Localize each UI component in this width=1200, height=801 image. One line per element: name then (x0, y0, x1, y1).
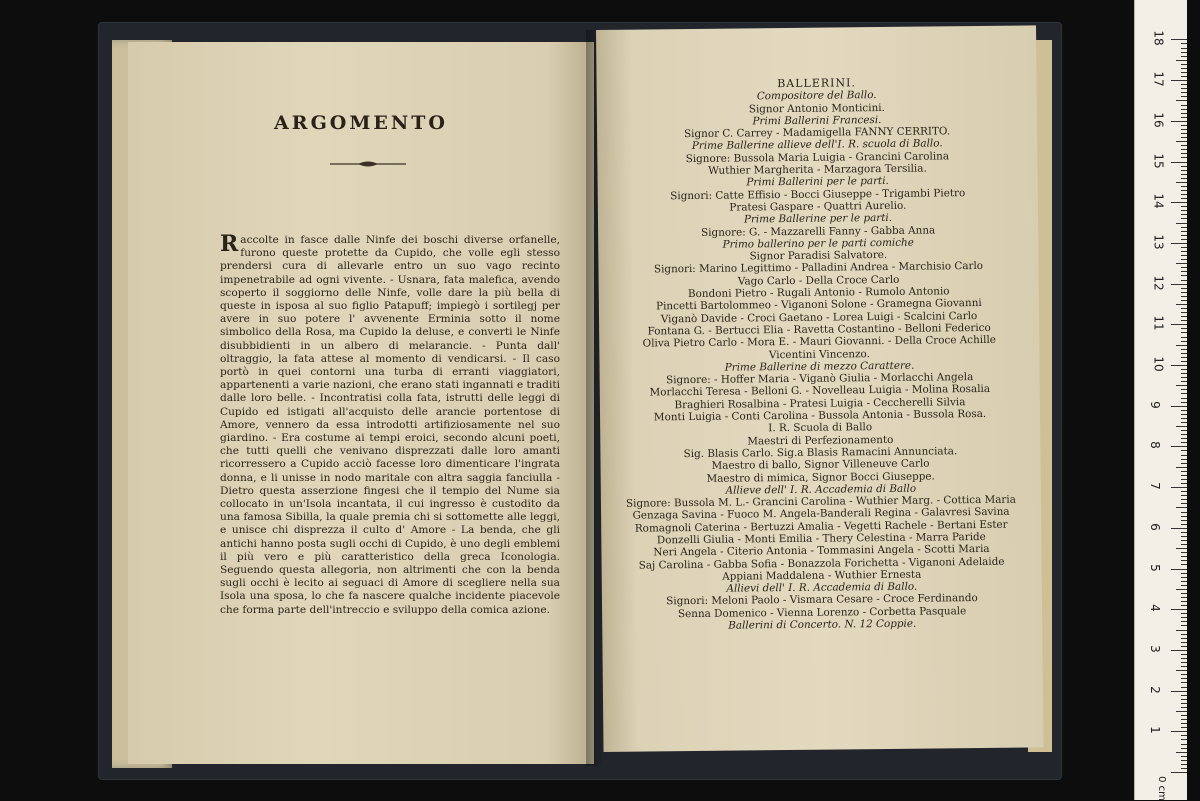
ruler-number: 13 (1151, 234, 1166, 250)
ruler-tick (1181, 125, 1187, 126)
ruler-tick (1181, 251, 1187, 252)
cast-line: Pincetti Bartolommeo - Viganoni Solone - Gramegna Giovanni (656, 297, 982, 313)
ruler-tick (1176, 630, 1187, 631)
cast-line: Morlacchi Teresa - Belloni G. - Novelleau Luigia - Molina Rosalia (649, 383, 991, 399)
ruler-tick (1176, 467, 1187, 468)
ruler-tick (1171, 569, 1187, 570)
ruler-tick (1181, 768, 1187, 769)
ruler-tick (1181, 674, 1187, 675)
ruler-tick (1181, 434, 1187, 435)
ruler-tick (1171, 446, 1187, 447)
cast-line: Sig. Blasis Carlo. Sig.a Blasis Ramacini Annunciata. (683, 445, 958, 461)
ruler-tick (1181, 353, 1187, 354)
ruler-tick (1181, 255, 1187, 256)
ruler-tick (1181, 715, 1187, 716)
ruler-tick (1181, 597, 1187, 598)
ruler-tick (1171, 324, 1187, 325)
ruler-tick (1181, 393, 1187, 394)
ruler-tick (1176, 182, 1187, 183)
cast-line: Braghieri Rosalbina - Pratesi Luigia - Ceccherelli Silvia (674, 395, 966, 411)
ruler-tick (1181, 617, 1187, 618)
ruler-tick (1181, 72, 1187, 73)
ruler-tick (1176, 263, 1187, 264)
ruler-tick (1176, 589, 1187, 590)
ruler-tick (1181, 646, 1187, 647)
ruler-tick (1181, 349, 1187, 350)
ruler-tick (1181, 280, 1187, 281)
ruler-tick (1181, 214, 1187, 215)
cast-line: Viganò Davide - Croci Gaetano - Lorea Luigi - Scalcini Carlo (660, 309, 978, 325)
ruler-tick (1181, 373, 1187, 374)
cast-line: Allievi dell' I. R. Accademia di Ballo. (726, 580, 918, 595)
ruler-tick (1181, 744, 1187, 745)
ruler-tick (1181, 540, 1187, 541)
cast-list (607, 75, 1033, 633)
cast-line: Signore: - Hoffer Maria - Viganò Giulia - Morlacchi Angela (666, 371, 974, 387)
argomento-text (220, 231, 560, 617)
ruler-tick (1171, 162, 1187, 163)
ruler-tick (1181, 621, 1187, 622)
cast-line: Signor Antonio Monticini. (748, 101, 885, 115)
ruler-tick (1181, 194, 1187, 195)
left-page (128, 42, 594, 764)
cast-line: Senna Domenico - Vienna Lorenzo - Corbetta Pasquale (677, 604, 967, 620)
cast-line: Signore: Bussola M. L.- Grancini Carolina - Wuthier Marg. - Cottica Maria (625, 493, 1016, 510)
ruler-tick (1181, 491, 1187, 492)
ruler-tick (1181, 210, 1187, 211)
ruler-tick (1181, 235, 1187, 236)
ruler-tick (1171, 39, 1187, 40)
ruler-tick (1176, 141, 1187, 142)
cast-line: Signor C. Carrey - Madamigella FANNY CERRITO. (683, 125, 951, 141)
ruler-tick (1181, 605, 1187, 606)
ruler-tick (1181, 503, 1187, 504)
ruler-tick (1181, 361, 1187, 362)
ruler-tick (1181, 389, 1187, 390)
ruler-tick (1181, 137, 1187, 138)
ruler-tick (1181, 259, 1187, 260)
ruler-tick (1181, 756, 1187, 757)
ruler-number: 1 (1147, 726, 1162, 735)
cast-line: Ballerini di Concerto. N. 12 Coppie. (728, 617, 917, 632)
ruler-number: 12 (1151, 274, 1166, 291)
ruler-tick (1171, 121, 1187, 122)
ruler-tick (1181, 532, 1187, 533)
cast-line: Romagnoli Caterina - Bertuzzi Amalia - Vegetti Rachele - Bertani Ester (634, 518, 1008, 535)
ruler-tick (1181, 585, 1187, 586)
ruler-tick (1176, 507, 1187, 508)
cast-line: Vicentini Vincenzo. (768, 347, 870, 361)
ruler-tick (1181, 524, 1187, 525)
ruler-tick (1181, 536, 1187, 537)
cast-line: Prime Ballerine allieve dell'I. R. scuola di Ballo. (691, 137, 943, 153)
cast-line: Signori: Marino Legittimo - Palladini Andrea - Marchisio Carlo (653, 260, 984, 276)
ruler-tick (1181, 516, 1187, 517)
ruler-tick (1181, 613, 1187, 614)
ruler-tick (1181, 678, 1187, 679)
ruler-number: 14 (1151, 193, 1166, 209)
ruler-tick (1181, 328, 1187, 329)
cast-line: Primi Ballerini Francesi. (752, 113, 882, 128)
ruler-tick (1181, 133, 1187, 134)
ruler-tick (1181, 601, 1187, 602)
ruler-number: 8 (1147, 441, 1162, 450)
ruler-tick (1181, 556, 1187, 557)
ruler-tick (1181, 695, 1187, 696)
ruler-tick (1181, 381, 1187, 382)
cast-line: Monti Luigia - Conti Carolina - Bussola Antonia - Bussola Rosa. (653, 407, 987, 424)
cast-line: BALLERINI. (777, 76, 857, 91)
ruler-tick (1176, 548, 1187, 549)
ruler-number: 15 (1151, 152, 1166, 169)
ruler-tick (1181, 707, 1187, 708)
cast-line: Prime Ballerine di mezzo Carattere. (724, 359, 915, 374)
ruler-tick (1181, 455, 1187, 456)
ruler-tick (1181, 658, 1187, 659)
ruler-tick (1181, 109, 1187, 110)
ruler-tick (1181, 459, 1187, 460)
cast-line: Bondoni Pietro - Rugali Antonio - Rumolo Antonio (687, 285, 950, 301)
cast-line: Pratesi Gaspare - Quattri Aurelio. (729, 199, 907, 214)
ruler-tick (1171, 243, 1187, 244)
measuring-ruler (1134, 0, 1187, 800)
ruler-tick (1171, 80, 1187, 81)
ruler-tick (1181, 430, 1187, 431)
ruler-tick (1181, 186, 1187, 187)
ruler-tick (1181, 593, 1187, 594)
cast-line: Primi Ballerini per le parti. (746, 175, 889, 189)
ruler-tick (1181, 239, 1187, 240)
ruler-tick (1181, 642, 1187, 643)
cast-line: Genzaga Savina - Fuoco M. Angela-Banderali Regina - Galavresi Savina (632, 506, 1010, 523)
ruler-tick (1171, 365, 1187, 366)
ruler-tick (1181, 739, 1187, 740)
ruler-tick (1171, 406, 1187, 407)
ruler-tick (1181, 410, 1187, 411)
ruler-tick (1181, 43, 1187, 44)
ruler-tick (1181, 288, 1187, 289)
ruler-tick (1181, 153, 1187, 154)
ruler-tick (1176, 60, 1187, 61)
ruler-tick (1181, 573, 1187, 574)
ruler-tick (1181, 357, 1187, 358)
ruler-tick (1181, 544, 1187, 545)
ruler-tick (1181, 218, 1187, 219)
ruler-tick (1181, 300, 1187, 301)
ruler-tick (1181, 703, 1187, 704)
ruler-tick (1181, 190, 1187, 191)
ruler-tick (1181, 552, 1187, 553)
ruler-tick (1181, 341, 1187, 342)
ruler-number: 18 (1151, 30, 1166, 47)
cast-line: Oliva Pietro Carlo - Mora E. - Mauri Giovanni. - Della Croce Achille (642, 334, 996, 350)
ruler-tick (1181, 638, 1187, 639)
page-title: ARGOMENTO (274, 112, 448, 134)
ruler-tick (1181, 275, 1187, 276)
ruler-tick (1181, 308, 1187, 309)
cast-line: Fontana G. - Bertucci Elia - Ravetta Costantino - Belloni Federico (647, 321, 991, 338)
ruler-tick (1181, 149, 1187, 150)
ruler-tick (1181, 483, 1187, 484)
ruler-tick (1181, 296, 1187, 297)
ruler-tick (1181, 337, 1187, 338)
ruler-tick (1171, 284, 1187, 285)
ruler-tick (1181, 475, 1187, 476)
cast-line: Appiani Maddalena - Wuthier Ernesta (722, 568, 922, 583)
cast-line: Maestro di mimica, Signor Bocci Giuseppe. (706, 469, 935, 485)
ruler-tick (1181, 377, 1187, 378)
ruler-tick (1181, 479, 1187, 480)
ruler-tick (1181, 292, 1187, 293)
ruler-tick (1171, 731, 1187, 732)
ruler-tick (1176, 345, 1187, 346)
ruler-tick (1181, 56, 1187, 57)
ruler-tick (1171, 202, 1187, 203)
ruler-tick (1181, 88, 1187, 89)
cast-line: Vago Carlo - Della Croce Carlo (737, 273, 900, 288)
cast-line: Signore: G. - Mazzarelli Fanny - Gabba Anna (701, 224, 936, 239)
ruler-tick (1181, 760, 1187, 761)
ruler-tick (1181, 687, 1187, 688)
drop-cap: R (220, 231, 239, 257)
ruler-tick (1181, 166, 1187, 167)
ruler-tick (1176, 752, 1187, 753)
ruler-number: 9 (1147, 400, 1162, 409)
cast-line: I. R. Scuola di Ballo (768, 421, 873, 435)
ruler-number: 2 (1147, 685, 1162, 694)
ruler-tick (1181, 320, 1187, 321)
ruler-tick (1181, 178, 1187, 179)
ruler-tick (1181, 495, 1187, 496)
ruler-tick (1176, 100, 1187, 101)
ruler-tick (1181, 450, 1187, 451)
ruler-tick (1181, 231, 1187, 232)
ruler-tick (1181, 227, 1187, 228)
ruler-tick (1181, 727, 1187, 728)
ruler-tick (1181, 748, 1187, 749)
argomento-paragraph: accolte in fasce dalle Ninfe dei boschi diverse orfanelle, furono queste protette da Cupido, che volle egli stesso prendersi cura di allevarle entro un suo vago recinto impenetrabile ad ogni vivente. - Usnara, fata malefica, avendo scoperto il soggiorno delle Ninfe, volle dare la più bella di queste in isposa al suo figlio Patapuff; impiegò i sortilegj per avere in suo potere l' avvenente Erminia sotto il nome simbolico della Rosa, ma Cupido la deluse, e converti le Ninfe disubbidienti in un albero di melarancie. - Punta dall' oltraggio, la fata attese al momento di vendicarsi. - Il caso portò in quei contorni una turba di erranti viaggiatori, appartenenti a varie nazioni, che erano stati ingannati e traditi dalle loro belle. - Incontratisi colla fata, istrutti delle leggi di Cupido ed istigati all'acquisto delle arancie portentose di Amore, vennero da essa introdotti artifiziosamente nel suo giardino. - Era costume ai tempi eroici, secondo alcuni poeti, che tutti quelli che venivano disprezzati dalle loro amanti ricorressero a Cupido acciò facesse loro dimenticare l'ingrata donna, e li unisse in nodo maritale con altra saggia fanciulla - Dietro questa asserzione fingesi che il tempio del Nume sia collocato in un'Isola incantata, il cui ingresso è custodito da una famosa Sibilla, la quale premia chi si sottomette alle leggi, e unisce chi disprezza il culto d' Amore - La benda, che gli antichi hanno posta sugli occhi di Cupido, è uno degli emblemi il più vero e più caratteristico della greca Iconologia. Seguendo questa allegoria, non altrimenti che con la benda sugli occhi è lecito ai seguaci di Amore di scegliere nella sua Isola una sposa, lo che fa nascere qualche incidente piacevole che forma parte dell'intreccio e sviluppo della comica azione. (220, 234, 560, 616)
ruler-tick (1181, 48, 1187, 49)
ruler-tick (1181, 312, 1187, 313)
ruler-tick (1181, 84, 1187, 85)
ruler-tick (1181, 422, 1187, 423)
ruler-tick (1181, 666, 1187, 667)
cast-line: Primo ballerino per le parti comiche (722, 236, 914, 251)
ruler-number: 4 (1147, 604, 1162, 613)
cast-line: Signor Paradisi Salvatore. (749, 249, 888, 263)
cast-line: Saj Carolina - Gabba Sofia - Bonazzola Forichetta - Viganoni Adelaide (638, 555, 1005, 572)
ruler-tick (1181, 170, 1187, 171)
ruler-tick (1181, 52, 1187, 53)
ruler-tick (1181, 764, 1187, 765)
ruler-tick (1181, 76, 1187, 77)
ruler-tick (1176, 304, 1187, 305)
ruler-tick (1171, 487, 1187, 488)
ruler-number: 17 (1151, 71, 1166, 87)
ruler-tick (1171, 609, 1187, 610)
ruler-number: 11 (1151, 315, 1166, 331)
ruler-tick (1171, 528, 1187, 529)
ruler-tick (1181, 92, 1187, 93)
ruler-tick (1176, 711, 1187, 712)
ruler-tick (1181, 682, 1187, 683)
cast-line: Maestri di Perfezionamento (747, 433, 894, 448)
ruler-tick (1171, 691, 1187, 692)
ruler-tick (1181, 113, 1187, 114)
ruler-unit: 0 cm (1155, 776, 1167, 801)
ruler-tick (1181, 719, 1187, 720)
cast-line: Donzelli Giulia - Monti Emilia - Thery Celestina - Marra Paride (656, 530, 986, 547)
ruler-tick (1181, 332, 1187, 333)
ruler-number: 7 (1147, 482, 1162, 490)
ruler-tick (1181, 129, 1187, 130)
ruler-tick (1181, 699, 1187, 700)
ruler-tick (1171, 772, 1187, 773)
ruler-tick (1181, 369, 1187, 370)
ruler-tick (1181, 577, 1187, 578)
ruler-tick (1181, 438, 1187, 439)
ruler-tick (1181, 64, 1187, 65)
ruler-tick (1181, 105, 1187, 106)
ruler-tick (1181, 442, 1187, 443)
ruler-tick (1181, 625, 1187, 626)
ruler-tick (1181, 723, 1187, 724)
ruler-tick (1181, 520, 1187, 521)
cast-line: Compositore del Ballo. (756, 89, 877, 103)
ruler-number: 5 (1147, 563, 1162, 572)
ruler-tick (1181, 316, 1187, 317)
ruler-tick (1181, 271, 1187, 272)
ruler-tick (1181, 402, 1187, 403)
ruler-number: 3 (1147, 645, 1162, 653)
ruler-tick (1181, 735, 1187, 736)
ruler-tick (1176, 426, 1187, 427)
cast-line: Wuthier Margherita - Marzagora Tersilia. (708, 162, 927, 177)
cast-line: Signore: Bussola Maria Luigia - Grancini Carolina (685, 150, 950, 165)
ruler-number: 10 (1151, 356, 1166, 372)
ruler-tick (1176, 670, 1187, 671)
ruler-tick (1181, 499, 1187, 500)
cast-line: Allieve dell' I. R. Accademia di Ballo (725, 482, 917, 497)
ruler-tick (1181, 414, 1187, 415)
ruler-tick (1181, 512, 1187, 513)
ruler-tick (1176, 223, 1187, 224)
cast-line: Maestro di ballo, Signor Villeneuve Carlo (711, 457, 930, 473)
cast-line: Signori: Meloni Paolo - Vismara Cesare - Croce Ferdinando (666, 592, 978, 608)
ruler-tick (1181, 463, 1187, 464)
ruler-tick (1181, 662, 1187, 663)
ruler-tick (1181, 174, 1187, 175)
ruler-tick (1181, 145, 1187, 146)
ruler-tick (1181, 247, 1187, 248)
cast-line: Neri Angela - Citerio Antonia - Tommasini Angela - Scotti Maria (653, 543, 990, 559)
cast-line: Prime Ballerine per le parti. (743, 212, 893, 226)
ruler-number: 6 (1147, 522, 1162, 531)
ruler-tick (1181, 117, 1187, 118)
right-page (596, 25, 1044, 752)
ruler-tick (1181, 157, 1187, 158)
ruler-tick (1171, 650, 1187, 651)
ornament-rule (328, 160, 408, 168)
ruler-tick (1181, 560, 1187, 561)
ruler-tick (1181, 206, 1187, 207)
ruler-tick (1176, 385, 1187, 386)
ruler-tick (1181, 634, 1187, 635)
ruler-tick (1181, 564, 1187, 565)
ruler-tick (1181, 96, 1187, 97)
ruler-number: 16 (1151, 112, 1166, 128)
ruler-tick (1181, 267, 1187, 268)
ruler-tick (1181, 198, 1187, 199)
cast-line: Signori: Catte Effisio - Bocci Giuseppe - Trigambi Pietro (670, 186, 966, 202)
ruler-tick (1181, 654, 1187, 655)
ruler-tick (1181, 581, 1187, 582)
ruler-tick (1181, 418, 1187, 419)
ruler-tick (1181, 471, 1187, 472)
ruler-tick (1181, 68, 1187, 69)
ruler-tick (1181, 398, 1187, 399)
